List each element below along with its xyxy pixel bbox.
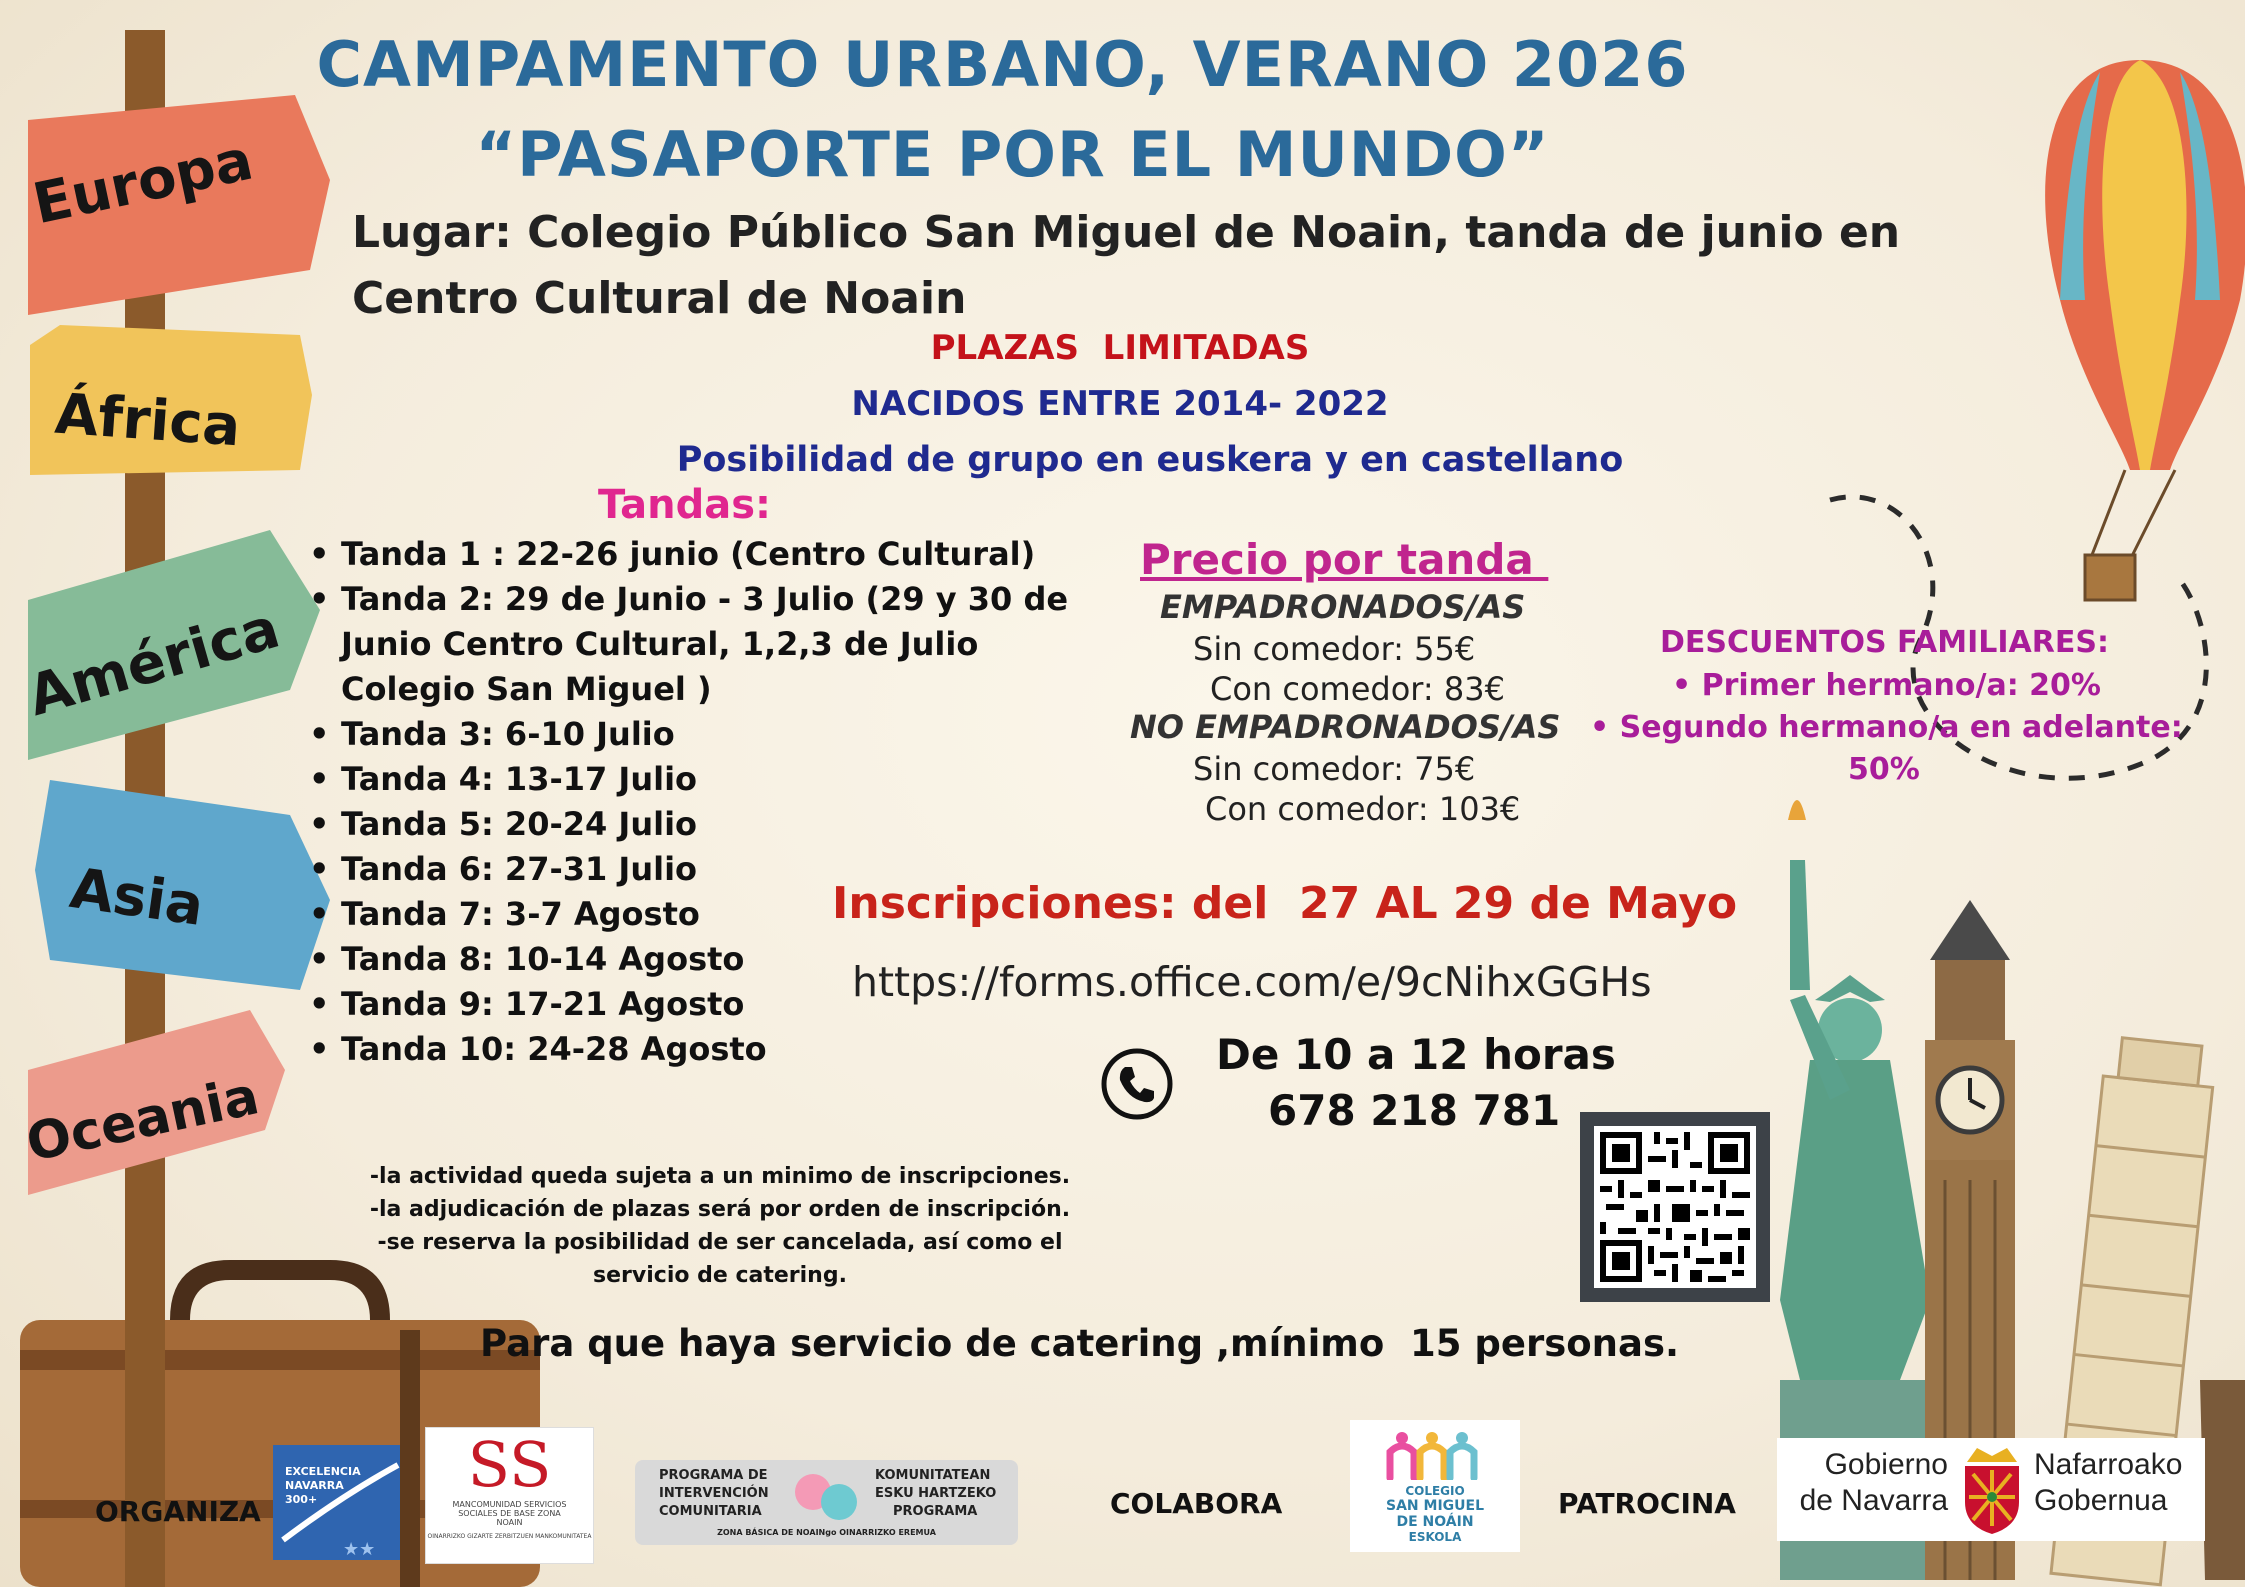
qr-code-icon[interactable]: [1580, 1112, 1770, 1302]
sign-africa: África: [52, 381, 243, 460]
gobierno-navarra-logo: Gobierno de Navarra Nafarroako Gobernua: [1777, 1438, 2205, 1541]
title-line-1: CAMPAMENTO URBANO, VERANO 2026: [316, 28, 1689, 101]
tandas-heading: Tandas:: [598, 482, 772, 528]
sign-oceania: Oceania: [21, 1066, 264, 1174]
plazas-limitadas: PLAZAS LIMITADAS: [930, 328, 1310, 368]
inscripciones-text: Inscripciones: del 27 AL 29 de Mayo: [832, 878, 1738, 929]
catering-text: Para que haya servicio de catering ,mínimo 15 personas.: [480, 1322, 1680, 1365]
patrocina-label: PATROCINA: [1558, 1487, 1736, 1520]
list-item: • Tanda 1 : 22-26 junio (Centro Cultural): [305, 532, 1085, 577]
list-item: • Tanda 6: 27-31 Julio: [305, 847, 1085, 892]
nota-1: -la actividad queda sujeta a un minimo de inscripciones.: [369, 1164, 1071, 1189]
navarra-coat-of-arms-icon: [1957, 1442, 2027, 1537]
precio-heading: Precio por tanda: [1140, 535, 1549, 584]
lugar-text: Lugar: Colegio Público San Miguel de Noain, tanda de junio en Centro Cultural de Noain: [352, 207, 1901, 324]
empadronados-label: EMPADRONADOS/AS: [1160, 588, 1526, 626]
sign-asia: Asia: [66, 856, 208, 939]
no-con-comedor: Con comedor: 103€: [1205, 790, 1521, 828]
list-item: • Tanda 5: 20-24 Julio: [305, 802, 1085, 847]
programa-logo: PROGRAMA DE INTERVENCIÓN COMUNITARIA KOMUNITATEAN ESKU HARTZEKO PROGRAMA ZONA BÁSICA DE NOAINgo OINARRIZKO EREMUA: [635, 1460, 1018, 1545]
no-sin-comedor: Sin comedor: 75€: [1193, 750, 1476, 788]
list-item: • Tanda 4: 13-17 Julio: [305, 757, 1085, 802]
list-item: • Tanda 8: 10-14 Agosto: [305, 937, 1085, 982]
grupo-euskera: Posibilidad de grupo en euskera y en castellano: [676, 440, 1624, 480]
phone-icon: [1100, 1047, 1174, 1121]
list-item: • Tanda 9: 17-21 Agosto: [305, 982, 1085, 1027]
excelencia-logo: EXCELENCIA NAVARRA 300+ ★★: [273, 1445, 400, 1560]
nota-2: -la adjudicación de plazas será por orden de inscripción.: [369, 1197, 1071, 1222]
title-line-2: “PASAPORTE POR EL MUNDO”: [475, 118, 1550, 191]
descuento-2: • Segundo hermano/a en adelante:: [1590, 710, 2183, 745]
no-empadronados-label: NO EMPADRONADOS/AS: [1130, 708, 1561, 746]
inscripcion-link[interactable]: https://forms.office.com/e/9cNihxGGHs: [852, 958, 1652, 1006]
descuento-1: • Primer hermano/a: 20%: [1672, 668, 2101, 703]
list-item: • Tanda 3: 6-10 Julio: [305, 712, 1085, 757]
list-item: • Tanda 2: 29 de Junio - 3 Julio (29 y 30 de Junio Centro Cultural, 1,2,3 de Julio Colegio San Miguel ): [305, 577, 1085, 712]
colabora-label: COLABORA: [1110, 1487, 1283, 1520]
svg-text:★★: ★★: [343, 1539, 376, 1560]
nota-3: -se reserva la posibilidad de ser cancelada, así como el: [377, 1230, 1063, 1255]
colegio-logo: COLEGIO SAN MIGUEL DE NOÁIN ESKOLA: [1350, 1420, 1520, 1552]
nacidos-entre: NACIDOS ENTRE 2014- 2022: [851, 384, 1389, 424]
emp-sin-comedor: Sin comedor: 55€: [1193, 630, 1476, 668]
sign-europa: Europa: [27, 127, 259, 238]
descuento-3: 50%: [1848, 752, 1920, 787]
nota-4: servicio de catering.: [593, 1263, 847, 1288]
speech-bubbles-icon: [787, 1468, 867, 1528]
emp-con-comedor: Con comedor: 83€: [1210, 670, 1505, 708]
organiza-label: ORGANIZA: [95, 1495, 261, 1528]
children-icon: [1380, 1430, 1490, 1480]
list-item: • Tanda 7: 3-7 Agosto: [305, 892, 1085, 937]
mancomunidad-logo: SS MANCOMUNIDAD SERVICIOS SOCIALES DE BASE ZONA NOAIN OINARRIZKO GIZARTE ZERBITZUEN MANKOMUNITATEA: [425, 1427, 594, 1564]
horario-text: De 10 a 12 horas: [1216, 1030, 1616, 1079]
sign-america: América: [21, 595, 287, 730]
descuentos-heading: DESCUENTOS FAMILIARES:: [1660, 625, 2109, 660]
notas: [340, 1160, 1100, 1292]
telefono-text: 678 218 781: [1268, 1086, 1561, 1135]
ss-icon: SS: [467, 1428, 552, 1501]
list-item: • Tanda 10: 24-28 Agosto: [305, 1027, 1085, 1072]
